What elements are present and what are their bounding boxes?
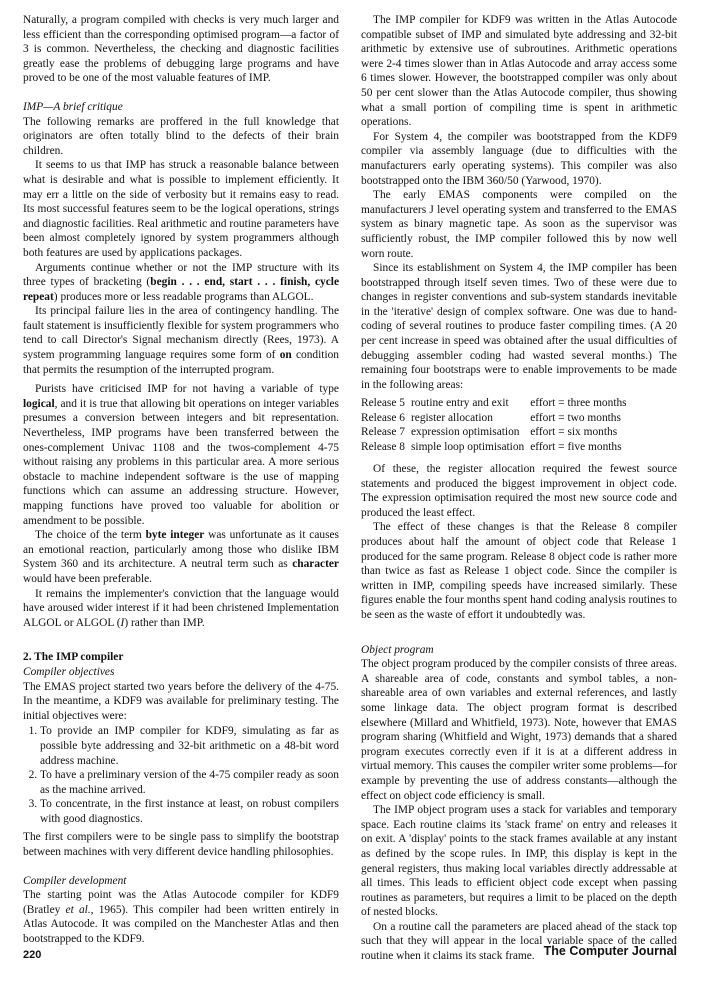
paragraph: Of these, the register allocation required the fewest source statements and produced the biggest improvement in object code. The expression optimisation required the most new source code and produced the least effect.: [361, 463, 677, 519]
effort-cell: effort = two months: [530, 411, 621, 424]
effort-cell: effort = six months: [530, 426, 618, 439]
right-column: [361, 13, 677, 964]
text-run: would have been preferable.: [23, 572, 153, 585]
effort-cell: effort = five months: [530, 440, 622, 453]
area-cell: register allocation: [410, 411, 493, 424]
paragraph: The EMAS project started two years before the delivery of the 4-75. In the meantime, a KDF9 was available for preliminary testing. The initial objectives were:: [23, 680, 339, 722]
text-run: The starting point was the Atlas Autocode compiler for KDF9 (Bratley: [23, 889, 339, 916]
table-row: [361, 440, 633, 454]
area-cell: simple loop optimisation: [410, 440, 525, 453]
list-item: 1. To provide an IMP compiler for KDF9, simulating as far as possible byte addressing and 32-bit arithmetic on a 48-bit word address machine.: [40, 724, 339, 768]
releases-table: [361, 396, 633, 454]
paragraph: [23, 261, 339, 305]
left-column: [23, 13, 339, 947]
paragraph: The effect of these changes is that the Release 8 compiler produces about half the amount of object code that Release 1 produced for the same program. Release 8 object code is rather more than twice as fast as Release 1 object code. Since the compiler is written in IMP, compiling speeds have increased similarly. These figures enable the four months spent hand coding analysis routines to be seen as the waste of effort it undoubtedly was.: [361, 521, 677, 621]
bold-term: begin . . . end, start . . . finish, cycle repeat: [23, 276, 339, 303]
paragraph: [23, 382, 339, 528]
area-cell: expression optimisation: [410, 426, 520, 439]
paragraph: The early EMAS components were compiled on the manufacturers J level operating system and transferred to the EMAS system as binary magnetic tape. As soon as the supervisor was sufficiently robust, the IMP compiler followed this by now well worn route.: [361, 189, 677, 260]
bold-term: on: [279, 349, 292, 362]
table-row: [361, 411, 633, 425]
journal-name: The Computer Journal: [543, 944, 677, 958]
bold-term: logical: [23, 397, 55, 410]
text-run: Arguments continue whether or not the IMP structure with its three types of bracketing (: [23, 261, 339, 289]
text-run: Its principal failure lies in the area of contingency handling. The fault statement is insufficiently flexible for system programmers who tend to call Director's Signal mechanism directly (Rees, 1973). A system programming language requires some form of: [23, 305, 339, 362]
text-run: was unfortunate as it causes an emotional reaction, particularly among those who dislike IBM System 360 and its architecture. A neutral term such as: [23, 529, 339, 571]
list-item: 2. To have a preliminary version of the 4-75 compiler ready as soon as the machine arrived.: [40, 768, 339, 797]
subheading-objectives: Compiler objectives: [23, 665, 115, 678]
subheading-critique: IMP—A brief critique: [23, 100, 123, 113]
text-run: , 1965). This compiler had been written entirely in Atlas Autocode. It was compiled on the Manchester Atlas and then bootstrapped to the KDF9.: [23, 903, 339, 946]
text-run: ) rather than IMP.: [124, 616, 205, 629]
paragraph: [23, 304, 339, 377]
paragraph: On a routine call the parameters are placed ahead of the stack top such that they will appear in the local variable space of the called routine when it claims its stack frame.: [361, 920, 677, 963]
paragraph: The following remarks are proffered in the full knowledge that originators are often totally blind to the defects of their brain children.: [23, 115, 339, 157]
italic-term: I: [120, 616, 125, 629]
bold-term: byte integer: [145, 529, 205, 542]
table-row: [361, 396, 633, 410]
page-number: 220: [23, 949, 42, 961]
paragraph: The first compilers were to be single pass to simplify the bootstrap between machines with very different device handling philosophies.: [23, 831, 339, 859]
release-cell: Release 8: [361, 440, 405, 453]
table-row: [361, 425, 633, 439]
paragraph: [23, 587, 339, 631]
bold-term: character: [292, 558, 339, 571]
paragraph: Naturally, a program compiled with checks is very much larger and less efficient than the corresponding optimised program—a factor of 3 is common. Nevertheless, the checking and diagnostic facilities greatly ease the problems of debugging large programs and have proved to be one of the most valuable features of IMP.: [23, 14, 339, 85]
text-run: , and it is true that allowing bit operations on integer variables presumes a conversion between integers and bit representation. Nevertheless, IMP programs have been transferred between the ones-complement Univac 1108 and the twos-complement 4-75 without raising any problems in this particular area. A more serious obstacle to machine independent software is the use of mapping functions which can assume an addressing structure. However, mapping functions have proved too valuable for abolition or amendment to be possible.: [23, 397, 339, 527]
text-run: The choice of the term: [35, 529, 146, 542]
objectives-list: [23, 724, 339, 826]
paragraph: The object program produced by the compiler consists of three areas. A shareable area of code, constants and symbol tables, a non-shareable area of own variables and external references, and lastly some linkage data. The object program format is described elsewhere (Millard and Whitfield, 1973). Note, however that EMAS program sharing (Whitfield and Wight, 1973) demands that a shared program executes correctly even if it is at a different address in virtual memory. This causes the compiler writer some problems—for example by preventing the use of address constants—although the effect on object code efficiency is small.: [361, 658, 677, 802]
release-cell: Release 7: [361, 426, 405, 439]
paragraph: For System 4, the compiler was bootstrapped from the KDF9 compiler via assembly language (due to difficulties with the manufacturers early operating systems). This compiler was also bootstrapped onto the IBM 360/50 (Yarwood, 1970).: [361, 130, 677, 187]
release-cell: Release 6: [361, 411, 405, 424]
paragraph: [23, 528, 339, 586]
text-run: ) produces more or less readable programs than ALGOL.: [53, 290, 314, 303]
paragraph: It seems to us that IMP has struck a reasonable balance between what is desirable and what is possible to implement efficiently. It may err a little on the side of verbosity but it remains easy to read. Its most successful features seem to be the logical operations, strings and diagnostic facilities. Real arithmetic and routine parameters have been almost completely ignored by system programmers although both features are used by applications packages.: [23, 159, 339, 259]
paragraph: [23, 888, 339, 946]
text-run: It remains the implementer's conviction that the language would have aroused wider interest if it had been christened Implementation ALGOL or ALGOL (: [23, 587, 339, 629]
subheading-development: Compiler development: [23, 874, 127, 887]
text-run: condition that permits the resumption of the interrupted program.: [23, 349, 340, 376]
release-cell: Release 5: [361, 397, 405, 410]
paragraph: Since its establishment on System 4, the IMP compiler has been bootstrapped through itself seven times. Two of these were due to changes in register conventions and sub-system standards inevitable in the 'iterative' design of complex software. One was due to hand-coding of several routines to produce faster compiling times. (A 20 per cent increase in speed was obtained after the usual difficulties of debugging assembler coding had wasted several months.) The remaining four bootstraps were to enable improvements to be made in the following areas:: [361, 262, 677, 391]
italic-term: et al.: [65, 903, 91, 916]
list-item: 3. To concentrate, in the first instance at least, on robust compilers with good diagnostics.: [40, 797, 339, 826]
subheading-object-program: Object program: [361, 643, 434, 656]
effort-cell: effort = three months: [530, 397, 627, 410]
paragraph: The IMP object program uses a stack for variables and temporary space. Each routine claims its 'stack frame' on entry and releases it on exit. A 'display' points to the stack frames available at any instant as defined by the scope rules. In IMP, this display is kept in the general registers, thus making local variables directly addressable at all times. This leads to efficient object code except when passing routines as parameters, but requires a limit to be placed on the depth of nested blocks.: [361, 804, 677, 919]
section-heading: 2. The IMP compiler: [23, 651, 124, 664]
area-cell: routine entry and exit: [410, 397, 509, 410]
text-run: Purists have criticised IMP for not having a variable of type: [35, 383, 339, 396]
paragraph: The IMP compiler for KDF9 was written in the Atlas Autocode compatible subset of IMP and simulated byte addressing and 32-bit arithmetic by extensive use of subroutines. Arithmetic operations were 2-4 times slower than in Atlas Autocode and array access some 6 times slower. However, the bootstrapped compiler was only about 50 per cent slower than the Atlas Autocode compiler, thus showing what a small portion of compiling time is spent in arithmetic operations.: [361, 14, 677, 129]
